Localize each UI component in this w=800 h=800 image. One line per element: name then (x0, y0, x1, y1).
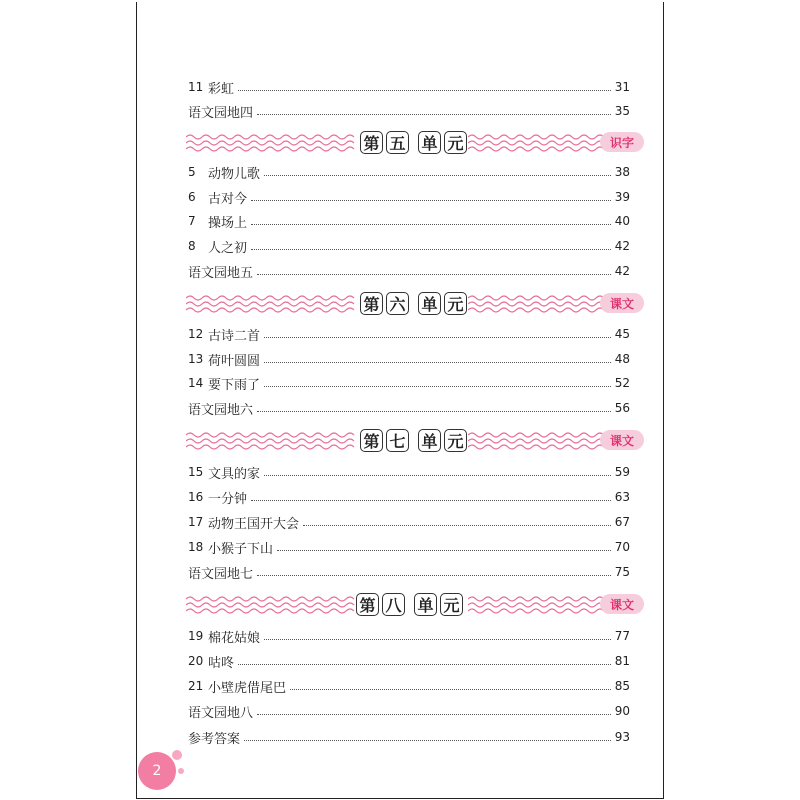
unit-char: 元 (440, 593, 463, 616)
entry-page: 81 (614, 654, 630, 668)
unit-char: 第 (360, 292, 383, 315)
toc-entry[interactable] (188, 398, 630, 418)
dot-leader (264, 174, 611, 176)
entry-title: 语文园地六 (188, 402, 254, 418)
entry-title: 棉花姑娘 (208, 630, 261, 646)
entry-title: 参考答案 (188, 731, 241, 747)
entry-title: 小猴子下山 (208, 541, 274, 557)
unit-char: 八 (382, 593, 405, 616)
entry-number: 15 (188, 465, 204, 479)
decor-dot (178, 768, 184, 774)
entry-title: 语文园地七 (188, 566, 254, 582)
entry-title: 古诗二首 (208, 328, 261, 344)
entry-number: 13 (188, 352, 204, 366)
dot-leader (290, 688, 611, 690)
unit-char: 五 (386, 131, 409, 154)
unit-char: 元 (444, 131, 467, 154)
toc-entry[interactable] (188, 462, 630, 482)
dot-leader (251, 199, 611, 201)
entry-page: 48 (614, 352, 630, 366)
wave-decoration-left (186, 129, 356, 157)
dot-leader (264, 385, 611, 387)
unit-type-tag: 课文 (600, 594, 644, 614)
entry-page: 45 (614, 327, 630, 341)
page-number-badge: 2 (138, 752, 176, 790)
entry-page: 56 (614, 401, 630, 415)
entry-title: 古对今 (208, 191, 248, 207)
entry-page: 39 (614, 190, 630, 204)
entry-number: 17 (188, 515, 204, 529)
unit-banner (186, 591, 644, 619)
entry-page: 35 (614, 104, 630, 118)
toc-entry[interactable] (188, 324, 630, 344)
entry-page: 75 (614, 565, 630, 579)
dot-leader (257, 113, 611, 115)
unit-char: 单 (414, 593, 437, 616)
unit-char: 六 (386, 292, 409, 315)
entry-title: 操场上 (208, 215, 248, 231)
toc-entry[interactable] (188, 101, 630, 121)
entry-page: 67 (614, 515, 630, 529)
entry-page: 52 (614, 376, 630, 390)
entry-title: 彩虹 (208, 81, 235, 97)
toc-entry[interactable] (188, 77, 630, 97)
unit-banner (186, 427, 644, 455)
dot-leader (277, 549, 611, 551)
unit-char: 元 (444, 292, 467, 315)
unit-char: 单 (418, 292, 441, 315)
unit-char: 第 (356, 593, 379, 616)
dot-leader (264, 361, 611, 363)
dot-leader (251, 248, 611, 250)
toc-entry[interactable] (188, 373, 630, 393)
dot-leader (244, 739, 611, 741)
dot-leader (257, 273, 611, 275)
entry-page: 40 (614, 214, 630, 228)
entry-number: 19 (188, 629, 204, 643)
dot-leader (264, 474, 611, 476)
toc-entry[interactable] (188, 701, 630, 721)
entry-number: 20 (188, 654, 204, 668)
unit-banner (186, 129, 644, 157)
toc-entry[interactable] (188, 261, 630, 281)
toc-entry[interactable] (188, 187, 630, 207)
entry-title: 小壁虎借尾巴 (208, 680, 287, 696)
unit-char: 第 (360, 131, 383, 154)
unit-char: 七 (386, 429, 409, 452)
unit-char: 元 (444, 429, 467, 452)
entry-title: 荷叶圆圆 (208, 353, 261, 369)
entry-number: 12 (188, 327, 204, 341)
unit-char: 单 (418, 429, 441, 452)
unit-char: 单 (418, 131, 441, 154)
entry-number: 5 (188, 165, 196, 179)
entry-page: 90 (614, 704, 630, 718)
entry-number: 18 (188, 540, 204, 554)
entry-number: 6 (188, 190, 196, 204)
decor-dot (172, 750, 182, 760)
unit-banner (186, 290, 644, 318)
dot-leader (264, 336, 611, 338)
entry-number: 16 (188, 490, 204, 504)
wave-decoration-left (186, 427, 356, 455)
toc-entry[interactable] (188, 676, 630, 696)
entry-page: 38 (614, 165, 630, 179)
wave-decoration-left (186, 290, 356, 318)
unit-type-tag: 课文 (600, 293, 644, 313)
entry-page: 63 (614, 490, 630, 504)
entry-title: 一分钟 (208, 491, 248, 507)
toc-entry[interactable] (188, 211, 630, 231)
entry-page: 31 (614, 80, 630, 94)
entry-number: 8 (188, 239, 196, 253)
dot-leader (303, 524, 611, 526)
wave-decoration-left (186, 591, 356, 619)
entry-title: 动物王国开大会 (208, 516, 300, 532)
entry-title: 语文园地五 (188, 265, 254, 281)
entry-page: 59 (614, 465, 630, 479)
toc-entry[interactable] (188, 512, 630, 532)
toc-entry[interactable] (188, 626, 630, 646)
entry-page: 77 (614, 629, 630, 643)
entry-number: 7 (188, 214, 196, 228)
entry-page: 93 (614, 730, 630, 744)
dot-leader (257, 410, 611, 412)
entry-title: 语文园地八 (188, 705, 254, 721)
entry-title: 动物儿歌 (208, 166, 261, 182)
entry-page: 42 (614, 239, 630, 253)
entry-title: 人之初 (208, 240, 248, 256)
unit-type-tag: 识字 (600, 132, 644, 152)
entry-title: 文具的家 (208, 466, 261, 482)
entry-title: 语文园地四 (188, 105, 254, 121)
entry-page: 42 (614, 264, 630, 278)
toc-entry[interactable] (188, 236, 630, 256)
entry-page: 85 (614, 679, 630, 693)
dot-leader (251, 223, 611, 225)
dot-leader (238, 89, 611, 91)
entry-title: 咕咚 (208, 655, 235, 671)
unit-type-tag: 课文 (600, 430, 644, 450)
dot-leader (264, 638, 611, 640)
entry-number: 11 (188, 80, 204, 94)
unit-char: 第 (360, 429, 383, 452)
toc-entry[interactable] (188, 349, 630, 369)
toc-entry[interactable] (188, 727, 630, 747)
entry-number: 21 (188, 679, 204, 693)
dot-leader (238, 663, 611, 665)
toc-entry[interactable] (188, 537, 630, 557)
dot-leader (257, 574, 611, 576)
dot-leader (257, 713, 611, 715)
entry-number: 14 (188, 376, 204, 390)
toc-entry[interactable] (188, 162, 630, 182)
toc-entry[interactable] (188, 562, 630, 582)
toc-entry[interactable] (188, 651, 630, 671)
toc-entry[interactable] (188, 487, 630, 507)
dot-leader (251, 499, 611, 501)
entry-title: 要下雨了 (208, 377, 261, 393)
entry-page: 70 (614, 540, 630, 554)
